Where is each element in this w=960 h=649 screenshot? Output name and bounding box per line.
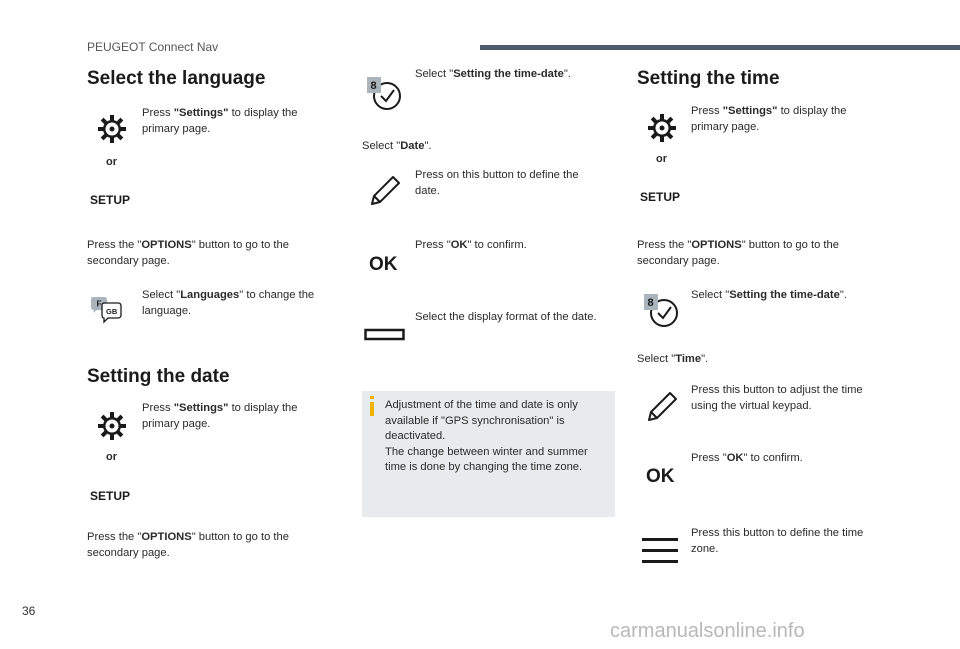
instruction-define-date: Press on this button to define the date.	[415, 169, 579, 197]
clock-icon	[366, 76, 406, 112]
instruction-confirm: Press "OK" to confirm.	[415, 239, 527, 251]
gear-icon	[647, 113, 677, 143]
pencil-icon	[645, 390, 679, 424]
instruction-select-time: Select "Time".	[637, 353, 709, 365]
or-label: or	[656, 153, 667, 165]
heading-setting-date: Setting the date	[87, 366, 230, 387]
instruction-settings: Press "Settings" to display the primary page.	[691, 105, 847, 133]
pencil-icon	[368, 174, 402, 208]
page-number: 36	[22, 604, 36, 618]
instruction-select-time-date: Select "Setting the time-date".	[415, 68, 571, 80]
clock-icon	[643, 293, 683, 329]
instruction-confirm: Press "OK" to confirm.	[691, 452, 803, 464]
ok-button-label: OK	[646, 466, 675, 487]
setup-button-label: SETUP	[640, 190, 681, 204]
time-zone-list-icon	[641, 536, 679, 566]
watermark: carmanualsonline.info	[610, 620, 805, 642]
instruction-settings: Press "Settings" to display the primary page.	[142, 402, 298, 430]
instruction-options: Press the "OPTIONS" button to go to the secondary page.	[87, 239, 289, 267]
flag-label-gb: GB	[106, 307, 118, 316]
header-title: PEUGEOT Connect Nav	[87, 40, 219, 54]
heading-select-language: Select the language	[87, 68, 266, 89]
or-label: or	[106, 156, 117, 168]
setup-button-label: SETUP	[90, 489, 131, 503]
info-icon	[370, 402, 374, 416]
gear-icon	[97, 114, 127, 144]
instruction-time-zone: Press this button to define the time zone.	[691, 527, 864, 555]
instruction-languages: Select "Languages" to change the language.	[142, 289, 315, 317]
instruction-date-format: Select the display format of the date.	[415, 311, 597, 323]
instruction-select-date: Select "Date".	[362, 140, 432, 152]
instruction-options: Press the "OPTIONS" button to go to the secondary page.	[637, 239, 839, 267]
flag-label-f: F	[96, 299, 102, 309]
date-format-icon	[364, 328, 406, 342]
instruction-adjust-time: Press this button to adjust the time using the virtual keypad.	[691, 384, 863, 412]
header-bar	[480, 45, 960, 50]
or-label: or	[106, 451, 117, 463]
clock-badge-number: 8	[647, 297, 654, 309]
ok-button-label: OK	[369, 254, 398, 275]
instruction-settings: Press "Settings" to display the primary page.	[142, 107, 298, 135]
clock-badge-number: 8	[370, 80, 377, 92]
language-flag-icon	[88, 295, 124, 325]
setup-button-label: SETUP	[90, 193, 131, 207]
instruction-select-time-date: Select "Setting the time-date".	[691, 289, 847, 301]
info-text: Adjustment of the time and date is only available if "GPS synchronisation" is deactivated. The change between winter and summer time is done by changing the time zone.	[385, 399, 588, 473]
heading-setting-time: Setting the time	[637, 68, 780, 89]
info-icon-dot	[370, 396, 374, 399]
instruction-options: Press the "OPTIONS" button to go to the secondary page.	[87, 531, 289, 559]
gear-icon	[97, 411, 127, 441]
